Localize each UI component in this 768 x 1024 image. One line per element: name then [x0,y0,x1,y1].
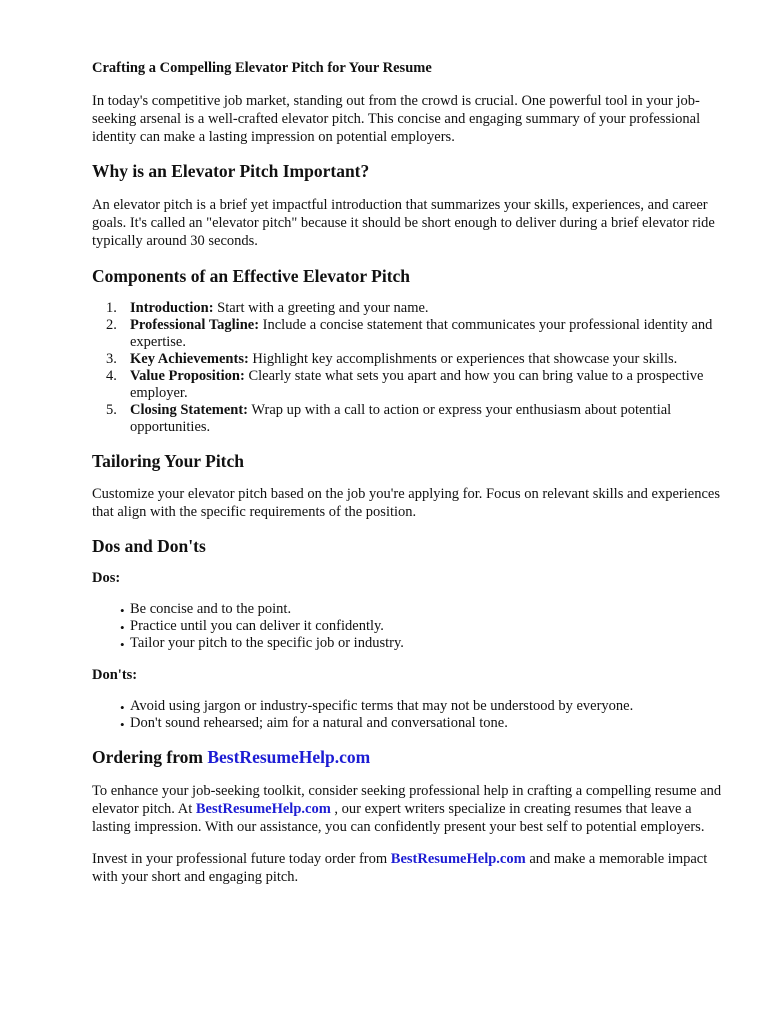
list-item [92,351,732,368]
list-term: Key Achievements: [130,351,249,367]
list-item: • Be concise and to the point. [92,601,732,618]
list-term: Value Proposition: [130,368,245,384]
list-item: • Practice until you can deliver it confidently. [92,618,732,635]
list-text: Clearly state what sets you apart and how you can bring value to a prospective employer. [130,368,704,401]
best-resume-help-link[interactable]: BestResumeHelp.com [195,801,331,817]
list-item [92,402,732,436]
list-item: • Don't sound rehearsed; aim for a natural and conversational tone. [92,715,732,732]
list-number: 1. [106,300,117,316]
dos-label: Dos: [92,570,121,586]
donts-label: Don'ts: [92,667,138,683]
invest-text: Invest in your professional future today order from [92,851,391,867]
list-item: • Tailor your pitch to the specific job or industry. [92,635,732,652]
list-item [92,317,732,351]
list-item [92,300,732,317]
list-text: Include a concise statement that communicates your professional identity and expertise. [130,317,713,350]
invest-paragraph [92,850,732,886]
ordering-paragraph [92,782,732,836]
list-number: 4. [106,368,117,384]
list-text: Wrap up with a call to action or express your enthusiasm about potential opportunities. [130,402,672,435]
list-number: 3. [106,351,117,367]
document-title: Crafting a Compelling Elevator Pitch for Your Resume [92,60,432,76]
why-heading: Why is an Elevator Pitch Important? [92,161,370,181]
list-item: • Avoid using jargon or industry-specific terms that may not be understood by everyone. [92,698,732,715]
components-list [92,300,732,436]
intro-paragraph: In today's competitive job market, standing out from the crowd is crucial. One powerful tool in your job-seeking arsenal is a well-crafted elevator pitch. This concise and engaging summary of your professional identity can make a lasting impression on potential employers. [92,93,701,145]
dos-list [92,601,732,652]
ordering-heading-text: Ordering from [92,747,208,767]
best-resume-help-link[interactable]: BestResumeHelp.com [390,851,526,867]
document-content [92,58,732,886]
list-item [92,368,732,402]
list-number: 2. [106,317,117,333]
list-text: Start with a greeting and your name. [213,300,429,316]
list-number: 5. [106,402,117,418]
ordering-text: , our expert writers specialize in creating resumes that leave a lasting impression. With our assistance, you can confidently present your best self to potential employers. [92,801,705,835]
tailoring-heading: Tailoring Your Pitch [92,451,245,471]
list-term: Closing Statement: [130,402,249,418]
why-paragraph: An elevator pitch is a brief yet impactful introduction that summarizes your skills, experiences, and career goals. It's called an "elevator pitch" because it should be short enough to deliver during a brief elevator ride typically around 30 seconds. [92,197,715,249]
ordering-text: To enhance your job-seeking toolkit, consider seeking professional help in crafting a compelling resume and elevator pitch. At [92,783,722,817]
ordering-heading [92,746,732,768]
list-term: Professional Tagline: [130,317,260,333]
list-term: Introduction: [130,300,214,316]
list-text: Highlight key accomplishments or experiences that showcase your skills. [248,351,678,367]
invest-text: and make a memorable impact with your short and engaging pitch. [92,851,708,885]
tailoring-paragraph: Customize your elevator pitch based on the job you're applying for. Focus on relevant skills and experiences that align with the specific requirements of the position. [92,486,720,520]
best-resume-help-link[interactable]: BestResumeHelp.com [207,747,371,767]
dos-donts-heading: Dos and Don'ts [92,536,206,556]
donts-list [92,698,732,732]
components-heading: Components of an Effective Elevator Pitch [92,266,411,286]
